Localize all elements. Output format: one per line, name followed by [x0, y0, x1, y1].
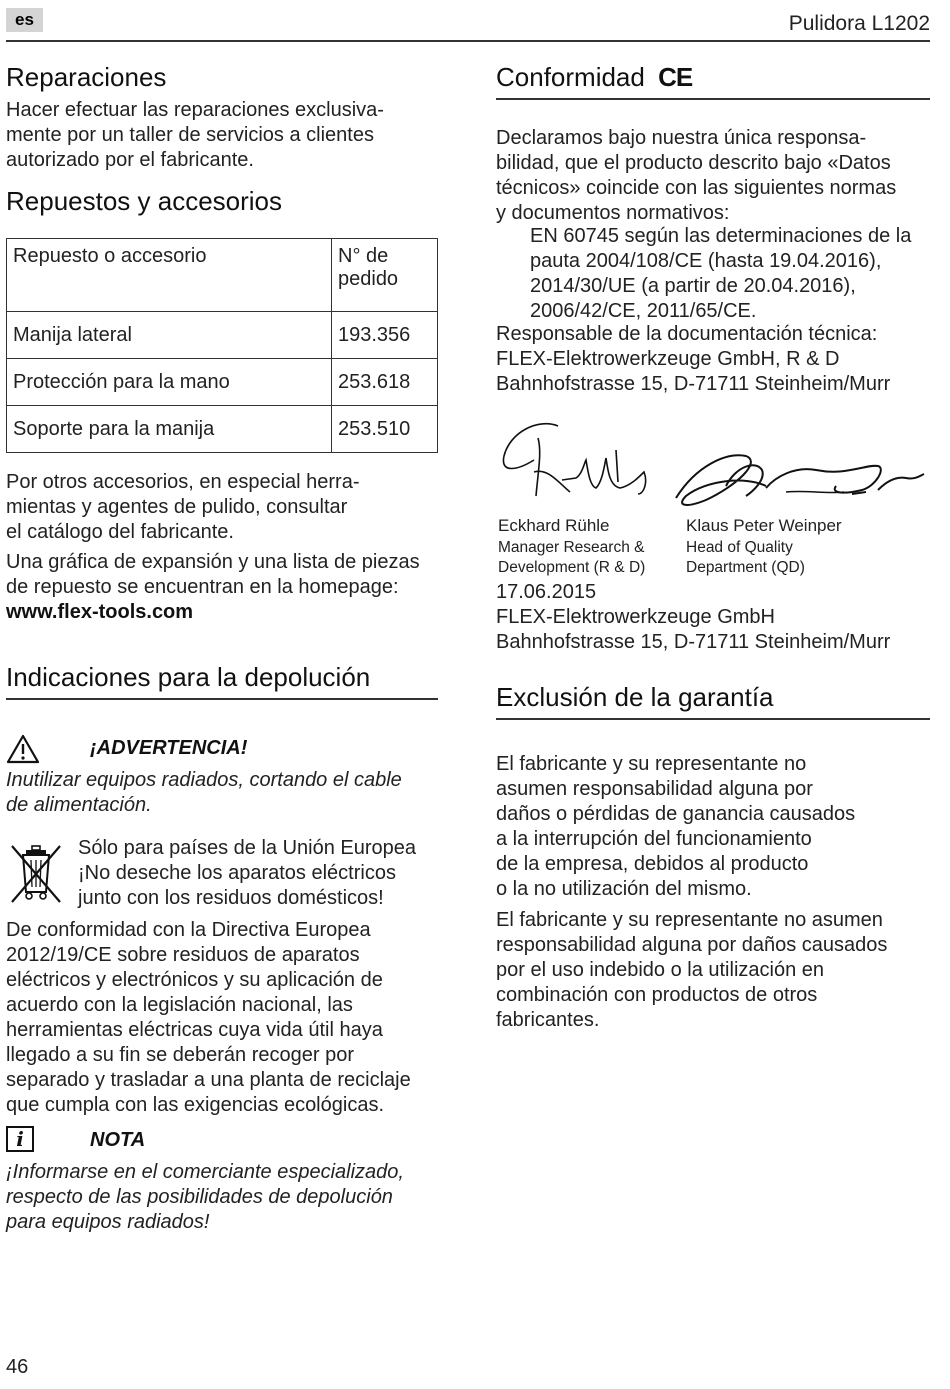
note-row — [6, 1126, 438, 1156]
text-line: de la empresa, debidos al producto — [496, 853, 809, 875]
table-header-cell: Repuesto o accesorio — [7, 239, 332, 312]
conformidad-title: Conformidad — [496, 62, 645, 92]
text-line: de repuesto se encuentran en la homepage: — [6, 576, 399, 598]
info-icon: i — [6, 1126, 34, 1152]
text-line: Department (QD) — [686, 559, 805, 576]
warning-triangle-icon — [6, 734, 40, 764]
text-line: por el uso indebido o la utilización en — [496, 959, 824, 981]
text-line: Development (R & D) — [498, 559, 646, 576]
signatory-ruhle — [498, 516, 645, 578]
crossed-bin-icon — [6, 840, 66, 906]
text-line: 2014/30/UE (a partir de 20.04.2016), — [530, 275, 856, 297]
reparaciones-heading: Reparaciones — [6, 62, 167, 92]
table-row — [7, 359, 438, 406]
text-line: y documentos normativos: — [496, 202, 730, 224]
note-text — [6, 1160, 404, 1235]
text-line: Hacer efectuar las reparaciones exclusiva- — [6, 99, 384, 121]
warranty-paragraph-2 — [496, 908, 887, 1033]
table-cell: 253.510 — [332, 406, 438, 453]
responsible-paragraph — [496, 322, 890, 397]
repuestos-heading: Repuestos y accesorios — [6, 186, 283, 216]
text-line: técnicos» coincide con las siguientes normas — [496, 177, 897, 199]
text-line: o la no utilización del mismo. — [496, 878, 752, 900]
text-line: de alimentación. — [6, 794, 152, 816]
text-line: ¡No deseche los aparatos eléctricos — [78, 862, 396, 884]
text-line: daños o pérdidas de ganancia causados — [496, 803, 856, 825]
page-number: 46 — [6, 1356, 29, 1378]
text-line: FLEX-Elektrowerkzeuge GmbH, R & D — [496, 348, 840, 370]
text-line: a la interrupción del funcionamiento — [496, 828, 812, 850]
signature-ruhle-image — [498, 412, 658, 504]
homepage-paragraph — [6, 550, 420, 625]
text-line: Inutilizar equipos radiados, cortando el cable — [6, 769, 402, 791]
signatory-name: Klaus Peter Weinper — [686, 516, 842, 535]
text-line: para equipos radiados! — [6, 1211, 210, 1233]
table-header-cell — [332, 239, 438, 312]
text-line: mientas y agentes de pulido, consultar — [6, 496, 348, 518]
text-line: separado y trasladar a una planta de reciclaje — [6, 1069, 411, 1091]
text-line: 2006/42/CE, 2011/65/CE. — [530, 300, 757, 322]
table-cell: 253.618 — [332, 359, 438, 406]
text-line: Una gráfica de expansión y una lista de piezas — [6, 551, 420, 573]
text-line: responsabilidad alguna por daños causados — [496, 934, 888, 956]
standards-list — [530, 224, 911, 324]
declaration-date-block — [496, 580, 890, 655]
text-line: el catálogo del fabricante. — [6, 521, 234, 543]
table-header-row — [7, 239, 438, 312]
text-line: combinación con productos de otros — [496, 984, 818, 1006]
text-line: junto con los residuos domésticos! — [78, 887, 384, 909]
warning-row — [6, 734, 438, 764]
signature-weinper-image — [666, 446, 926, 516]
text-line: Bahnhofstrasse 15, D-71711 Steinheim/Murr — [496, 373, 891, 395]
ce-mark: CE — [658, 62, 693, 92]
text-line: De conformidad con la Directiva Europea — [6, 919, 371, 941]
text-line: autorizado por el fabricante. — [6, 149, 254, 171]
text-line: pauta 2004/108/CE (hasta 19.04.2016), — [530, 250, 882, 272]
text-line: Responsable de la documentación técnica: — [496, 323, 878, 345]
text-line: Bahnhofstrasse 15, D-71711 Steinheim/Murr — [496, 631, 891, 653]
warning-label: ¡ADVERTENCIA! — [90, 737, 248, 759]
text-line: Head of Quality — [686, 539, 793, 556]
text-line: El fabricante y su representante no — [496, 753, 807, 775]
header-rule — [6, 40, 930, 42]
eu-notice — [78, 836, 416, 911]
accessories-paragraph — [6, 470, 360, 545]
text-line: 2012/19/CE sobre residuos de aparatos — [6, 944, 360, 966]
text-line: N° de — [338, 245, 389, 267]
table-row — [7, 406, 438, 453]
signatory-role — [686, 538, 842, 578]
conformidad-heading — [496, 62, 930, 100]
signatory-name: Eckhard Rühle — [498, 516, 610, 535]
table-cell: Soporte para la manija — [7, 406, 332, 453]
table-cell: Manija lateral — [7, 312, 332, 359]
text-line: Declaramos bajo nuestra única responsa- — [496, 127, 867, 149]
document-title: Pulidora L1202 — [788, 12, 930, 35]
table-row — [7, 312, 438, 359]
text-line: acuerdo con la legislación nacional, las — [6, 994, 353, 1016]
parts-table — [6, 238, 438, 453]
table-cell: Protección para la mano — [7, 359, 332, 406]
table-cell: 193.356 — [332, 312, 438, 359]
homepage-link[interactable]: www.flex-tools.com — [6, 601, 194, 623]
text-line: asumen responsabilidad alguna por — [496, 778, 813, 800]
text-line: ¡Informarse en el comerciante especializado, — [6, 1161, 404, 1183]
note-label: NOTA — [90, 1129, 146, 1151]
text-line: EN 60745 según las determinaciones de la — [530, 225, 912, 247]
text-line: herramientas eléctricas cuya vida útil haya — [6, 1019, 383, 1041]
warranty-paragraph-1 — [496, 752, 855, 902]
text-line: pedido — [338, 268, 399, 290]
text-line: mente por un taller de servicios a clientes — [6, 124, 374, 146]
text-line: El fabricante y su representante no asumen — [496, 909, 883, 931]
text-line: respecto de las posibilidades de depolución — [6, 1186, 393, 1208]
text-line: Manager Research & — [498, 539, 645, 556]
garantia-heading: Exclusión de la garantía — [496, 682, 930, 720]
text-line: Sólo para países de la Unión Europea — [78, 837, 417, 859]
warning-text — [6, 768, 402, 818]
text-line: FLEX-Elektrowerkzeuge GmbH — [496, 606, 775, 628]
language-tag: es — [6, 8, 43, 32]
signatory-weinper — [686, 516, 842, 578]
depolucion-heading: Indicaciones para la depolución — [6, 662, 438, 700]
text-line: Por otros accesorios, en especial herra- — [6, 471, 360, 493]
reparaciones-text — [6, 98, 384, 173]
text-line: llegado a su fin se deberán recoger por — [6, 1044, 355, 1066]
conformity-intro — [496, 126, 896, 226]
text-line: que cumpla con las exigencias ecológicas. — [6, 1094, 384, 1116]
signatory-role — [498, 538, 645, 578]
text-line: bilidad, que el producto descrito bajo «Datos — [496, 152, 891, 174]
text-line: eléctricos y electrónicos y su aplicación de — [6, 969, 383, 991]
text-line: fabricantes. — [496, 1009, 600, 1031]
declaration-date: 17.06.2015 — [496, 581, 597, 603]
directive-paragraph — [6, 918, 411, 1118]
